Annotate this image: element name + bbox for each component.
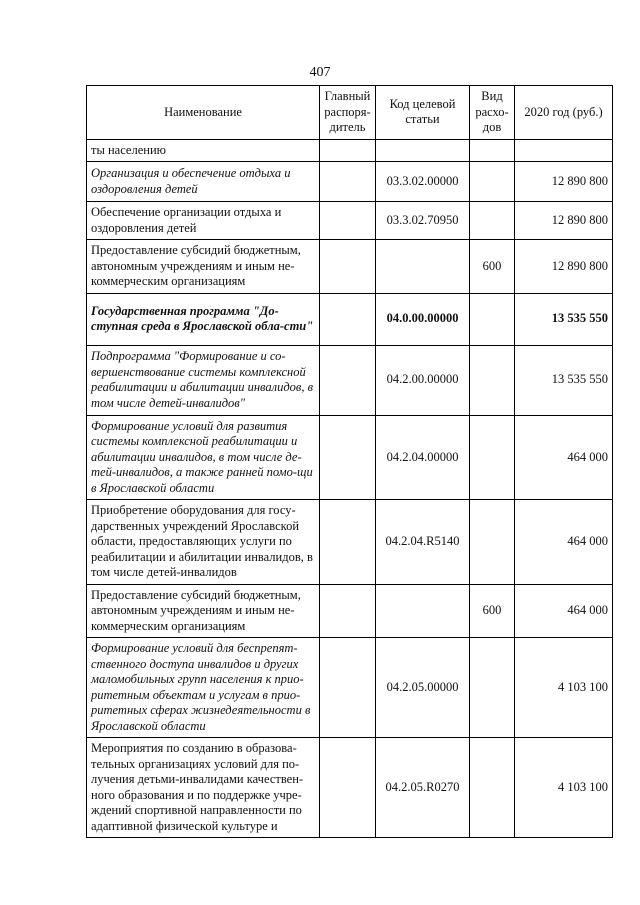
row-amount: 12 890 800 — [515, 202, 613, 240]
budget-table — [86, 85, 613, 838]
row-target-code — [376, 139, 470, 162]
row-target-code: 04.0.00.00000 — [376, 293, 470, 345]
row-chief-administrator — [320, 738, 376, 838]
row-name: Государственная программа "До-ступная среда в Ярославской обла-сти" — [87, 293, 320, 345]
table-row — [87, 345, 613, 415]
row-expense-type — [470, 293, 515, 345]
row-chief-administrator — [320, 139, 376, 162]
row-name: Мероприятия по созданию в образова-тельных организациях условий для по-лучения детьми-инвалидами качествен-ного образования и по поддержке учре-ждений спортивной направленности по адаптивной физической культуре и — [87, 738, 320, 838]
table-row — [87, 415, 613, 500]
row-expense-type — [470, 638, 515, 738]
row-expense-type — [470, 500, 515, 585]
page-number: 407 — [309, 65, 331, 80]
row-target-code: 04.2.04.00000 — [376, 415, 470, 500]
row-target-code: 04.2.05.00000 — [376, 638, 470, 738]
row-amount: 4 103 100 — [515, 638, 613, 738]
row-name: Подпрограмма "Формирование и со-вершенствование системы комплексной реабилитации и абилитации инвалидов, в том числе детей-инвалидов" — [87, 345, 320, 415]
row-chief-administrator — [320, 584, 376, 638]
row-target-code — [376, 584, 470, 638]
row-name: Формирование условий для развития системы комплексной реабилитации и абилитации инвалидов, в том числе де-тей-инвалидов, а также ранней помо-щи в Ярославской области — [87, 415, 320, 500]
row-expense-type: 600 — [470, 240, 515, 294]
table-row — [87, 139, 613, 162]
header-amount-2020: 2020 год (руб.) — [515, 86, 613, 140]
row-target-code: 04.2.00.00000 — [376, 345, 470, 415]
table-header-row — [87, 86, 613, 140]
row-chief-administrator — [320, 202, 376, 240]
row-chief-administrator — [320, 638, 376, 738]
header-expense-type: Вид расхо-дов — [470, 86, 515, 140]
row-name: Приобретение оборудования для госу-дарственных учреждений Ярославской области, предоставляющих услуги по реабилитации и абилитации инвалидов, в том числе детей-инвалидов — [87, 500, 320, 585]
row-chief-administrator — [320, 240, 376, 294]
row-name: Предоставление субсидий бюджетным, автономным учреждениям и иным не-коммерческим организациям — [87, 584, 320, 638]
header-target-code: Код целевой статьи — [376, 86, 470, 140]
row-name: ты населению — [87, 139, 320, 162]
row-target-code: 04.2.04.R5140 — [376, 500, 470, 585]
table-row — [87, 738, 613, 838]
row-amount: 12 890 800 — [515, 162, 613, 202]
table-row — [87, 584, 613, 638]
table-row — [87, 638, 613, 738]
row-chief-administrator — [320, 345, 376, 415]
row-amount: 13 535 550 — [515, 293, 613, 345]
row-amount: 464 000 — [515, 500, 613, 585]
row-expense-type — [470, 345, 515, 415]
table-row — [87, 162, 613, 202]
table-row — [87, 202, 613, 240]
row-name: Организация и обеспечение отдыха и оздоровления детей — [87, 162, 320, 202]
table-row — [87, 500, 613, 585]
row-expense-type — [470, 202, 515, 240]
header-chief-administrator: Главный распоря-дитель — [320, 86, 376, 140]
row-name: Формирование условий для беспрепят-ственного доступа инвалидов и других маломобильных групп населения к прио-ритетным объектам и услугам в прио-ритетных сферах жизнедеятельности в Ярославской области — [87, 638, 320, 738]
table-row — [87, 293, 613, 345]
row-target-code — [376, 240, 470, 294]
row-expense-type — [470, 139, 515, 162]
row-expense-type — [470, 415, 515, 500]
row-amount: 12 890 800 — [515, 240, 613, 294]
header-name: Наименование — [87, 86, 320, 140]
row-name: Обеспечение организации отдыха и оздоровления детей — [87, 202, 320, 240]
row-expense-type: 600 — [470, 584, 515, 638]
row-chief-administrator — [320, 293, 376, 345]
row-expense-type — [470, 738, 515, 838]
row-amount: 13 535 550 — [515, 345, 613, 415]
table-row — [87, 240, 613, 294]
row-chief-administrator — [320, 162, 376, 202]
row-target-code: 03.3.02.00000 — [376, 162, 470, 202]
row-expense-type — [470, 162, 515, 202]
row-amount — [515, 139, 613, 162]
row-amount: 464 000 — [515, 584, 613, 638]
row-target-code: 04.2.05.R0270 — [376, 738, 470, 838]
row-name: Предоставление субсидий бюджетным, автономным учреждениям и иным не-коммерческим организациям — [87, 240, 320, 294]
row-chief-administrator — [320, 415, 376, 500]
row-amount: 4 103 100 — [515, 738, 613, 838]
row-target-code: 03.3.02.70950 — [376, 202, 470, 240]
row-chief-administrator — [320, 500, 376, 585]
row-amount: 464 000 — [515, 415, 613, 500]
